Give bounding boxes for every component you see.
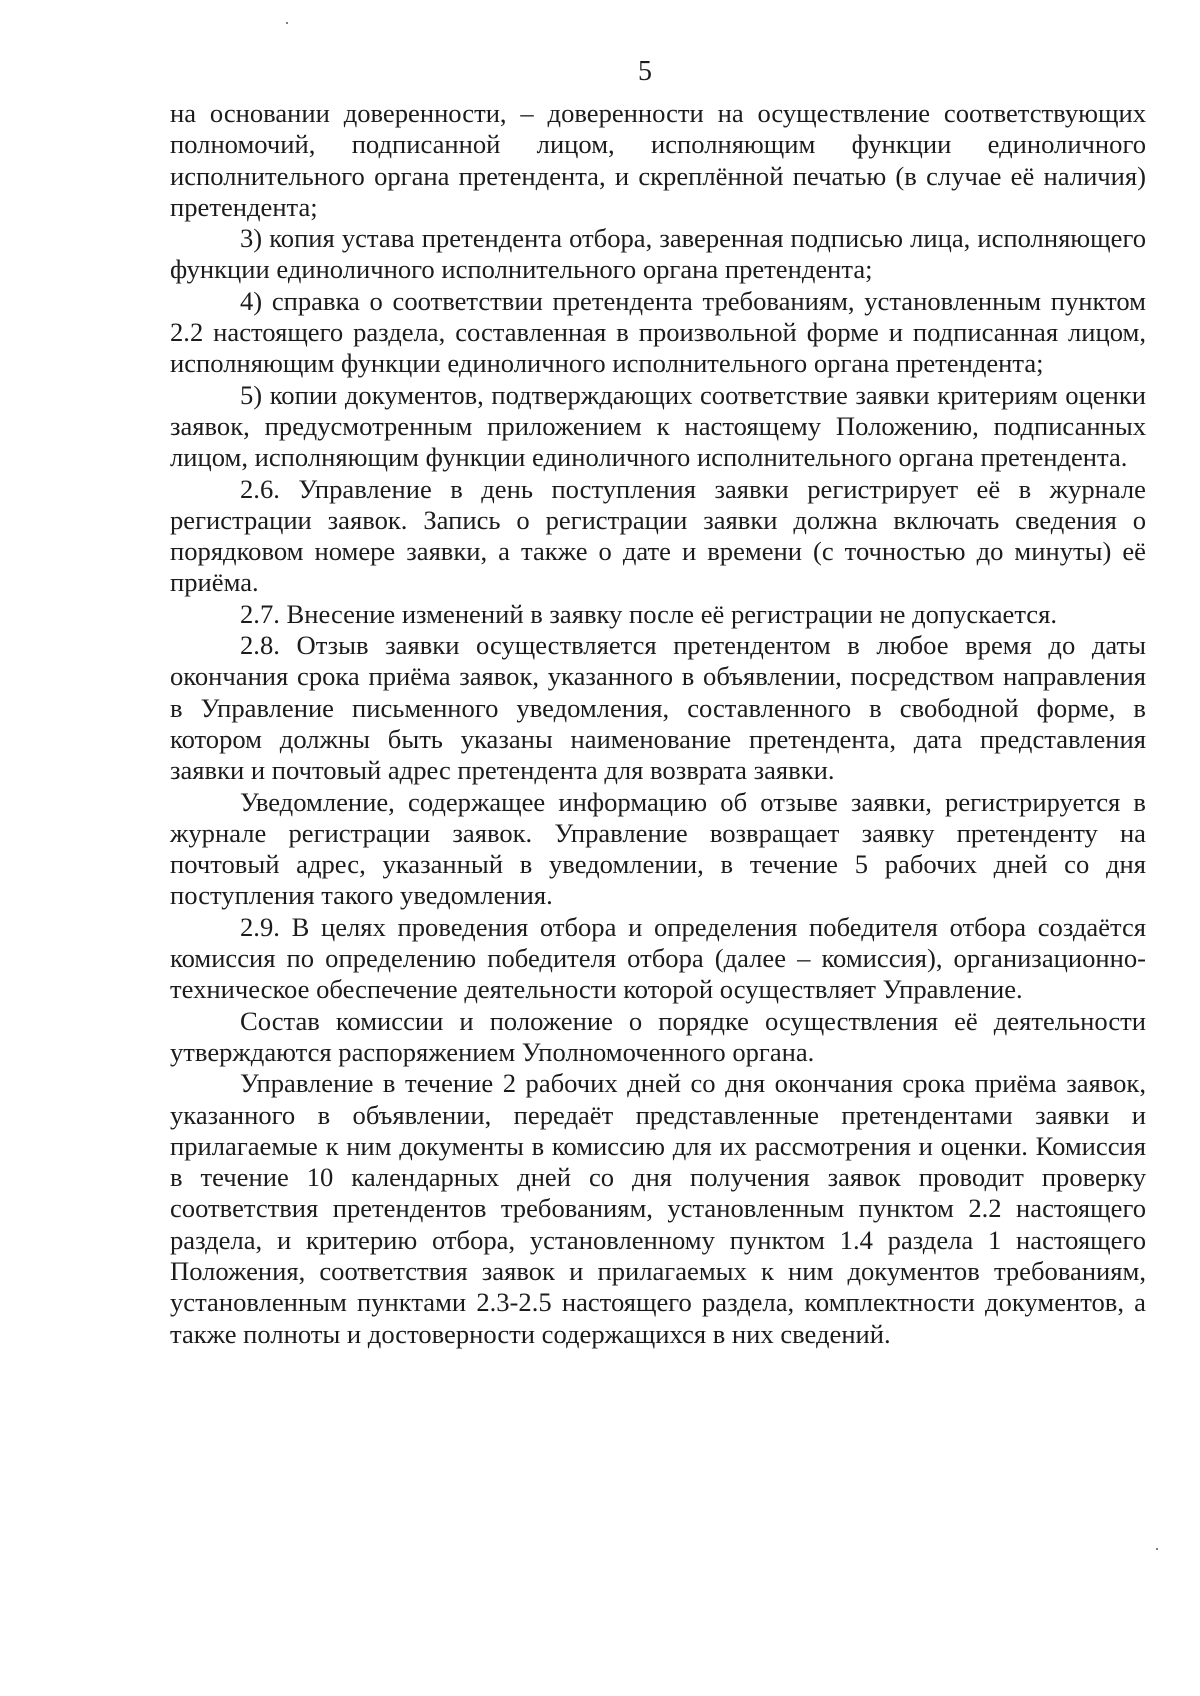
document-body [170,98,1146,1350]
paragraph: 2.9. В целях проведения отбора и определения победителя отбора создаётся комиссия по определению победителя отбора (далее – комиссия), организационно-техническое обеспечение деятельности которой осуществляет Управление. [170,911,1146,1005]
paragraph: 4) справка о соответствии претендента требованиям, установленным пунктом 2.2 настоящего раздела, составленная в произвольной форме и подписанная лицом, исполняющим функции единоличного исполнительного органа претендента; [170,285,1146,379]
paragraph: Уведомление, содержащее информацию об отзыве заявки, регистрируется в журнале регистрации заявок. Управление возвращает заявку претенденту на почтовый адрес, указанный в уведомлении, в течение 5 рабочих дней со дня поступления такого уведомления. [170,786,1146,911]
scan-speck [1156,1548,1158,1550]
scan-speck [286,22,288,24]
paragraph: Состав комиссии и положение о порядке осуществления её деятельности утверждаются распоряжением Уполномоченного органа. [170,1005,1146,1067]
paragraph: 2.7. Внесение изменений в заявку после её регистрации не допускается. [240,598,1057,629]
page-number: 5 [638,56,652,87]
paragraph: Управление в течение 2 рабочих дней со дня окончания срока приёма заявок, указанного в объявлении, передаёт представленные претендентами заявки и прилагаемые к ним документы в комиссию для их рассмотрения и оценки. Комиссия в течение 10 календарных дней со дня получения заявок проводит проверку соответствия претендентов требованиям, установленным пунктом 2.2 настоящего раздела, и критерию отбора, установленному пунктом 1.4 раздела 1 настоящего Положения, соответствия заявок и прилагаемых к ним документов требованиям, установленным пунктами 2.3-2.5 настоящего раздела, комплектности документов, а также полноты и достоверности содержащихся в них сведений. [170,1068,1146,1349]
paragraph: 2.6. Управление в день поступления заявки регистрирует её в журнале регистрации заявок. Запись о регистрации заявки должна включать сведения о порядковом номере заявки, а также о дате и времени (с точностью до минуты) её приёма. [170,473,1146,598]
paragraph: 2.8. Отзыв заявки осуществляется претендентом в любое время до даты окончания срока приёма заявок, указанного в объявлении, посредством направления в Управление письменного уведомления, составленного в свободной форме, в котором должны быть указаны наименование претендента, дата представления заявки и почтовый адрес претендента для возврата заявки. [170,630,1146,786]
paragraph: на основании доверенности, – доверенности на осуществление соответствующих полномочий, подписанной лицом, исполняющим функции единоличного исполнительного органа претендента, и скреплённой печатью (в случае её наличия) претендента; [170,98,1146,222]
paragraph: 5) копии документов, подтверждающих соответствие заявки критериям оценки заявок, предусмотренным приложением к настоящему Положению, подписанных лицом, исполняющим функции единоличного исполнительного органа претендента. [170,379,1146,473]
paragraph: 3) копия устава претендента отбора, заверенная подписью лица, исполняющего функции единоличного исполнительного органа претендента; [170,223,1146,285]
